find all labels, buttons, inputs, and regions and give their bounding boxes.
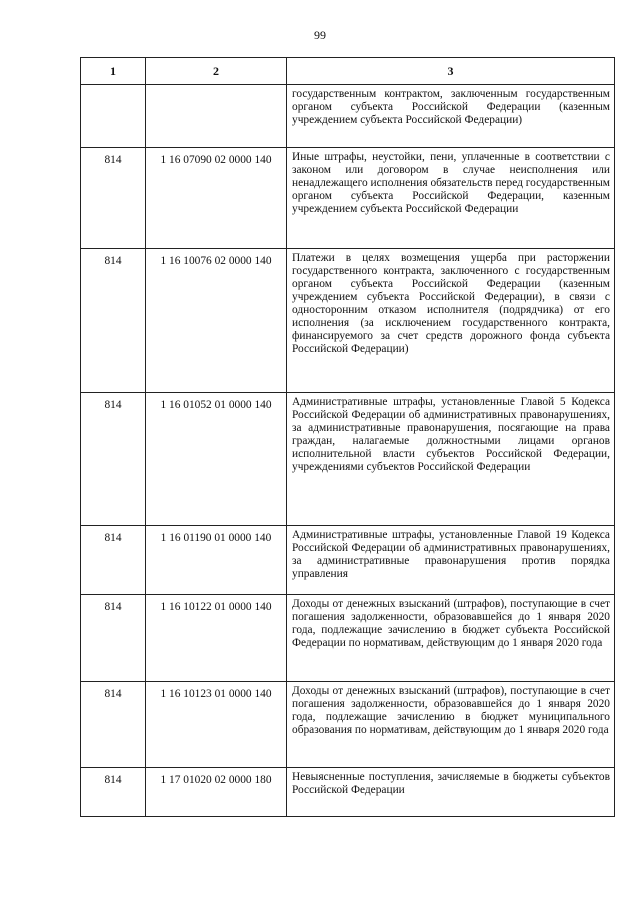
table-row xyxy=(81,148,615,249)
column-header-2: 2 xyxy=(146,58,287,85)
admin-code-cell xyxy=(81,85,146,148)
table-row xyxy=(81,682,615,768)
admin-code-cell: 814 xyxy=(81,682,146,768)
column-header-1: 1 xyxy=(81,58,146,85)
description-cell: Невыясненные поступления, зачисляемые в бюджеты субъектов Российской Федерации xyxy=(287,768,615,817)
budget-code-cell: 1 16 01052 01 0000 140 xyxy=(146,393,287,526)
page-number: 99 xyxy=(314,28,326,42)
description-cell: Административные штрафы, установленные Главой 19 Кодекса Российской Федерации об административных правонарушениях, за административные правонарушения против порядка управления xyxy=(287,526,615,595)
table-header-row xyxy=(81,58,615,85)
budget-code-cell: 1 16 01190 01 0000 140 xyxy=(146,526,287,595)
description-cell: Платежи в целях возмещения ущерба при расторжении государственного контракта, заключенного с государственным органом субъекта Российской Федерации (казенным учреждением субъекта Российской Федерации), в связи с односторонним отказом исполнителя (подрядчика) от его исполнения (за исключением государственного контракта, финансируемого за счет средств дорожного фонда субъекта Российской Федерации) xyxy=(287,249,615,393)
admin-code-cell: 814 xyxy=(81,148,146,249)
column-header-3: 3 xyxy=(287,58,615,85)
description-cell: государственным контрактом, заключенным государственным органом субъекта Российской Федерации (казенным учреждением субъекта Российской Федерации) xyxy=(287,85,615,148)
budget-code-cell: 1 16 10076 02 0000 140 xyxy=(146,249,287,393)
table-row xyxy=(81,393,615,526)
description-cell: Доходы от денежных взысканий (штрафов), поступающие в счет погашения задолженности, образовавшейся до 1 января 2020 года, подлежащие зачислению в бюджет муниципального образования по нормативам, действующим до 1 января 2020 года xyxy=(287,682,615,768)
table-row xyxy=(81,768,615,817)
admin-code-cell: 814 xyxy=(81,526,146,595)
description-cell: Административные штрафы, установленные Главой 5 Кодекса Российской Федерации об административных правонарушениях, за административные правонарушения, посягающие на права граждан, налагаемые должностными лицами органов исполнительной власти субъектов Российской Федерации, учреждениями субъектов Российской Федерации xyxy=(287,393,615,526)
table-row xyxy=(81,595,615,682)
admin-code-cell: 814 xyxy=(81,768,146,817)
budget-code-cell xyxy=(146,85,287,148)
description-cell: Доходы от денежных взысканий (штрафов), поступающие в счет погашения задолженности, образовавшейся до 1 января 2020 года, подлежащие зачислению в бюджет субъекта Российской Федерации по нормативам, действующим до 1 января 2020 года xyxy=(287,595,615,682)
admin-code-cell: 814 xyxy=(81,393,146,526)
budget-code-cell: 1 16 10123 01 0000 140 xyxy=(146,682,287,768)
table-row xyxy=(81,85,615,148)
admin-code-cell: 814 xyxy=(81,595,146,682)
budget-classification-table xyxy=(80,57,615,817)
budget-code-cell: 1 17 01020 02 0000 180 xyxy=(146,768,287,817)
budget-code-cell: 1 16 10122 01 0000 140 xyxy=(146,595,287,682)
table-row xyxy=(81,249,615,393)
admin-code-cell: 814 xyxy=(81,249,146,393)
budget-code-cell: 1 16 07090 02 0000 140 xyxy=(146,148,287,249)
table-row xyxy=(81,526,615,595)
description-cell: Иные штрафы, неустойки, пени, уплаченные в соответствии с законом или договором в случае неисполнения или ненадлежащего исполнения обязательств перед государственным органом субъекта Российской Федерации, казенным учреждением субъекта Российской Федерации xyxy=(287,148,615,249)
